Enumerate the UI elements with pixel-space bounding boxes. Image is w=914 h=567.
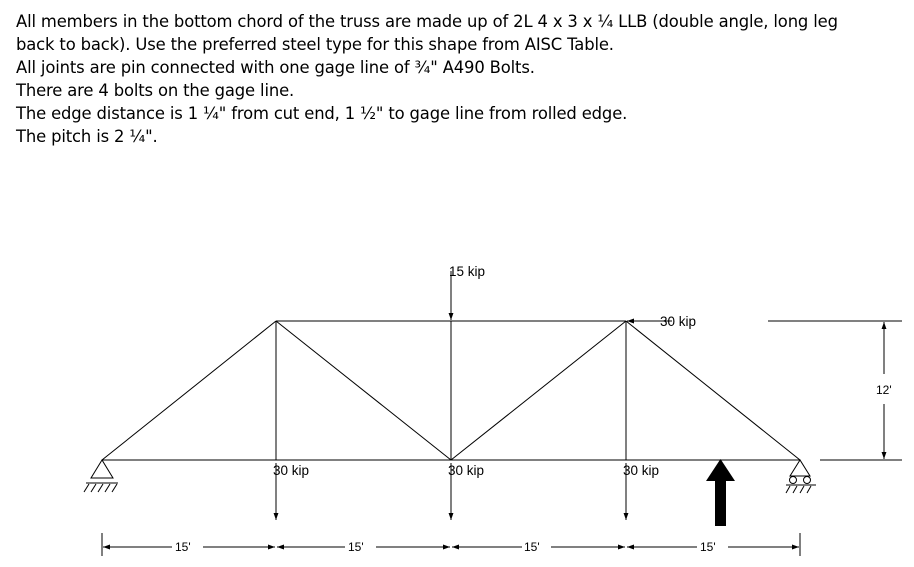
web-diagonal-1 — [276, 321, 451, 460]
load-label-bottom-3: 30 kip — [623, 463, 660, 478]
height-label: 12' — [876, 383, 892, 397]
roller-support-right — [786, 460, 816, 493]
pin-support-left — [84, 460, 118, 492]
problem-line-2: back to back). Use the preferred steel type for this shape from AISC Table. — [16, 35, 614, 54]
left-end-diagonal — [102, 321, 276, 460]
span-label-2: 15' — [348, 540, 364, 554]
load-label-top-center: 15 kip — [449, 264, 486, 279]
problem-line-6: The pitch is 2 ¼". — [16, 127, 158, 146]
load-label-bottom-1: 30 kip — [273, 463, 310, 478]
load-label-top-right: 30 kip — [660, 314, 697, 329]
problem-line-5: The edge distance is 1 ¼" from cut end, 1 ½" to gage line from rolled edge. — [16, 104, 628, 123]
right-end-diagonal — [626, 321, 800, 460]
web-diagonal-2 — [451, 321, 626, 460]
truss-members — [102, 321, 800, 460]
load-label-bottom-2: 30 kip — [448, 463, 485, 478]
span-dimensions — [102, 533, 800, 556]
reaction-arrow — [706, 459, 735, 526]
span-label-4: 15' — [700, 540, 716, 554]
problem-line-4: There are 4 bolts on the gage line. — [16, 81, 295, 100]
span-label-3: 15' — [524, 540, 540, 554]
span-label-1: 15' — [175, 540, 191, 554]
problem-line-3: All joints are pin connected with one gage line of ¾" A490 Bolts. — [16, 58, 535, 77]
problem-line-1: All members in the bottom chord of the truss are made up of 2L 4 x 3 x ¼ LLB (double angle, long leg — [16, 12, 838, 31]
